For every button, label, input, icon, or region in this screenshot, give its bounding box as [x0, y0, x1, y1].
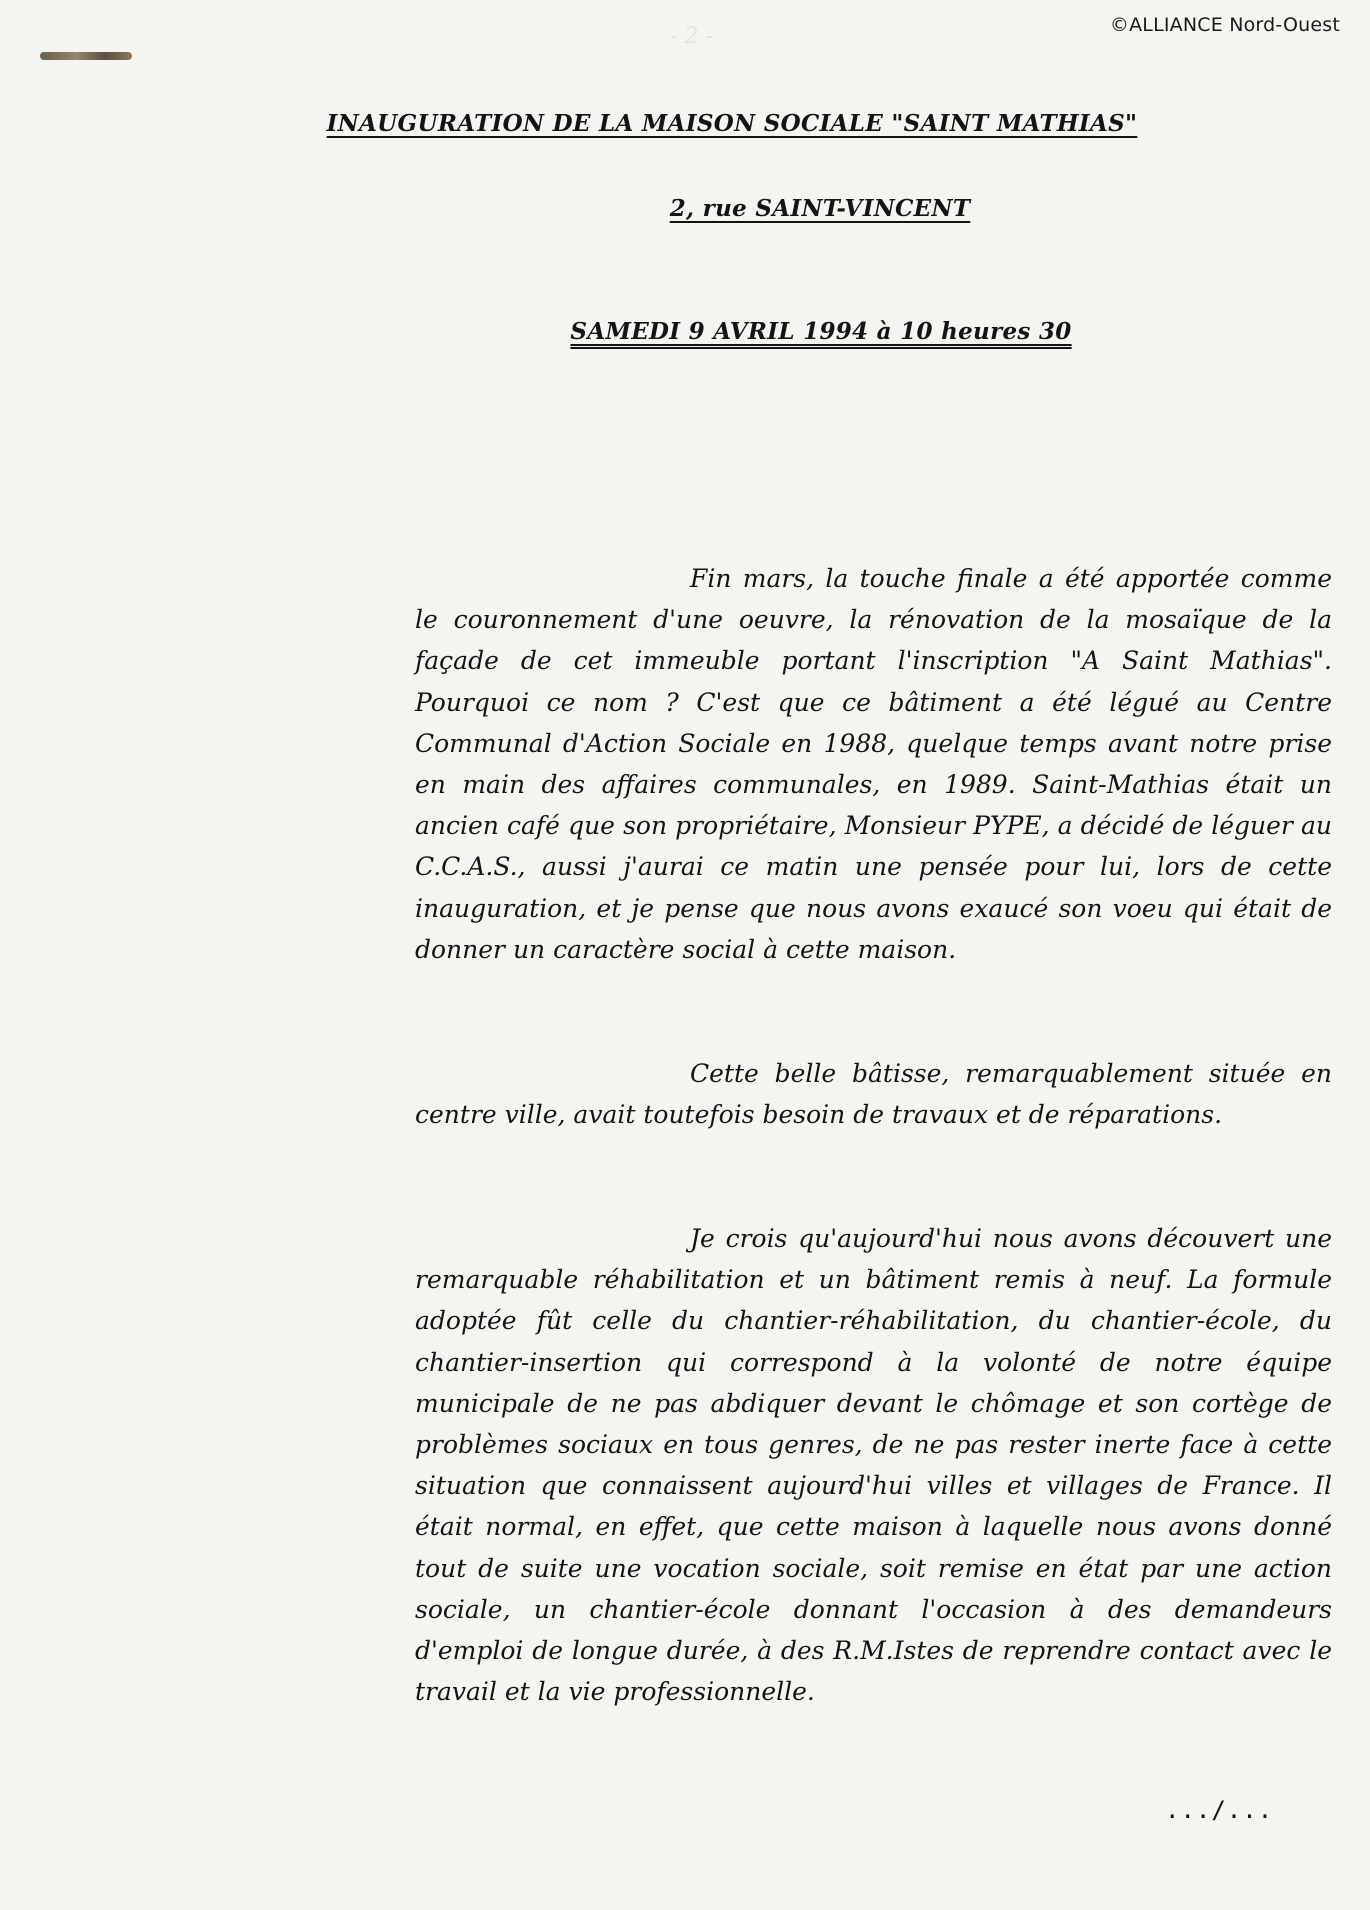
show-through-page-number: - 2 - — [670, 24, 713, 49]
heading-address — [135, 195, 1370, 222]
paragraph-2 — [415, 1053, 1332, 1135]
heading-date — [136, 318, 1370, 345]
margin-mark — [40, 52, 132, 60]
watermark: ©ALLIANCE Nord-Ouest — [1109, 14, 1340, 36]
heading-date-text: SAMEDI 9 AVRIL 1994 à 10 heures 30 — [570, 318, 1072, 345]
paragraph-2-text: Cette belle bâtisse, remarquablement située en centre ville, avait toutefois besoin de travaux et de réparations. — [415, 1059, 1332, 1130]
paragraph-1-text: Fin mars, la touche finale a été apportée comme le couronnement d'une oeuvre, la rénovation de la mosaïque de la façade de cet immeuble portant l'inscription "A Saint Mathias". Pourquoi ce nom ? C'est que ce bâtiment a été légué au Centre Communal d'Action Sociale en 1988, quelque temps avant notre prise en main des affaires communales, en 1989. Saint-Mathias était un ancien café que son propriétaire, Monsieur PYPE, a décidé de léguer au C.C.A.S., aussi j'aurai ce matin une pensée pour lui, lors de cette inauguration, et je pense que nous avons exaucé son voeu qui était de donner un caractère social à cette maison. — [415, 564, 1332, 964]
paragraph-3-text: Je crois qu'aujourd'hui nous avons découvert une remarquable réhabilitation et un bâtiment remis à neuf. La formule adoptée fût celle du chantier-réhabilitation, du chantier-école, du chantier-insertion qui correspond à la volonté de notre équipe municipale de ne pas abdiquer devant le chômage et son cortège de problèmes sociaux en tous genres, de ne pas rester inerte face à cette situation que connaissent aujourd'hui villes et villages de France. Il était normal, en effet, que cette maison à laquelle nous avons donné tout de suite une vocation sociale, soit remise en état par une action sociale, un chantier-école donnant l'occasion à des demandeurs d'emploi de longue durée, à des R.M.Istes de reprendre contact avec le travail et la vie professionnelle. — [415, 1224, 1332, 1707]
continuation-mark: .../... — [1165, 1796, 1274, 1824]
heading-title-text: INAUGURATION DE LA MAISON SOCIALE "SAINT MATHIAS" — [326, 110, 1138, 137]
paragraph-1 — [415, 558, 1332, 970]
heading-title — [47, 110, 1370, 137]
paragraph-3 — [415, 1218, 1332, 1712]
heading-address-text: 2, rue SAINT-VINCENT — [669, 195, 971, 222]
